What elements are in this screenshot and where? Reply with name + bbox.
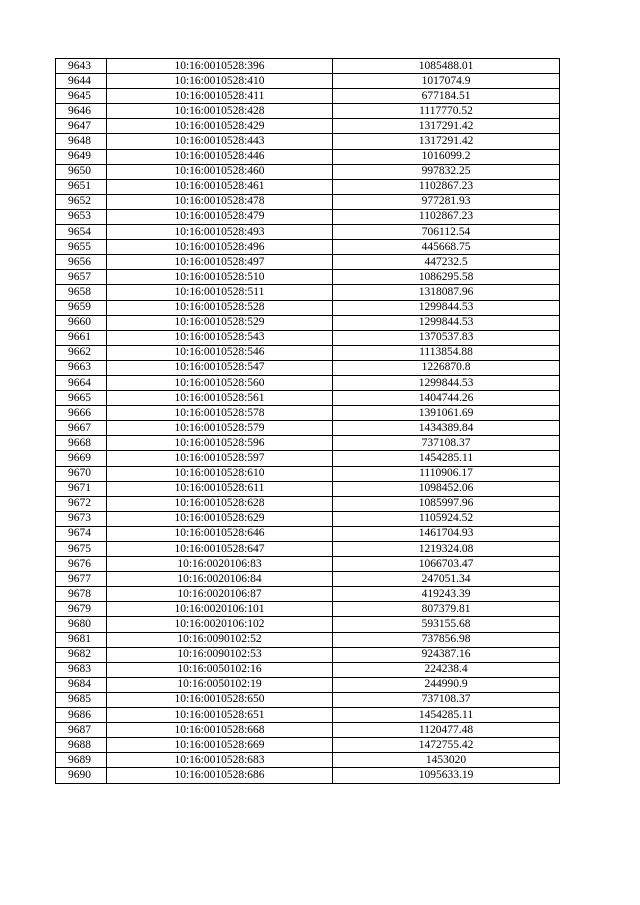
row-index-cell: 9654 [56,225,107,240]
value-cell: 1226870.8 [333,360,560,375]
row-index-cell: 9665 [56,391,107,406]
value-cell: 224238.4 [333,662,560,677]
table-row [56,677,560,692]
value-cell: 1102867.23 [333,209,560,224]
value-cell: 1299844.53 [333,315,560,330]
value-cell: 1404744.26 [333,391,560,406]
cadastral-number-cell: 10:16:0010528:579 [107,421,333,436]
cadastral-number-cell: 10:16:0010528:651 [107,708,333,723]
cadastral-number-cell: 10:16:0010528:429 [107,119,333,134]
cadastral-number-cell: 10:16:0010528:686 [107,768,333,783]
cadastral-number-cell: 10:16:0010528:578 [107,406,333,421]
row-index-cell: 9662 [56,345,107,360]
value-cell: 1105924.52 [333,511,560,526]
value-cell: 1102867.23 [333,179,560,194]
row-index-cell: 9648 [56,134,107,149]
cadastral-number-cell: 10:16:0010528:611 [107,481,333,496]
value-cell: 1454285.11 [333,451,560,466]
cadastral-number-cell: 10:16:0010528:528 [107,300,333,315]
table-row [56,692,560,707]
table-row [56,662,560,677]
cadastral-number-cell: 10:16:0020106:102 [107,617,333,632]
table-row [56,768,560,783]
row-index-cell: 9667 [56,421,107,436]
row-index-cell: 9673 [56,511,107,526]
table-row [56,345,560,360]
cadastral-number-cell: 10:16:0010528:428 [107,104,333,119]
value-cell: 1098452.06 [333,481,560,496]
row-index-cell: 9677 [56,572,107,587]
value-cell: 247051.34 [333,572,560,587]
table-row [56,134,560,149]
cadastral-number-cell: 10:16:0010528:446 [107,149,333,164]
table-row [56,617,560,632]
value-cell: 593155.68 [333,617,560,632]
cadastral-number-cell: 10:16:0010528:683 [107,753,333,768]
value-cell: 807379.81 [333,602,560,617]
table-row [56,542,560,557]
table-row [56,406,560,421]
table-row [56,375,560,390]
table-row [56,436,560,451]
row-index-cell: 9646 [56,104,107,119]
table-row [56,240,560,255]
value-cell: 1472755.42 [333,738,560,753]
table-body [56,59,560,784]
row-index-cell: 9643 [56,59,107,74]
table-row [56,451,560,466]
value-cell: 924387.16 [333,647,560,662]
row-index-cell: 9687 [56,723,107,738]
value-cell: 244990.9 [333,677,560,692]
value-cell: 1110906.17 [333,466,560,481]
table-row [56,119,560,134]
cadastral-number-cell: 10:16:0010528:497 [107,255,333,270]
value-cell: 997832.25 [333,164,560,179]
value-cell: 1434389.84 [333,421,560,436]
row-index-cell: 9675 [56,542,107,557]
cadastral-number-cell: 10:16:0090102:52 [107,632,333,647]
cadastral-number-cell: 10:16:0020106:101 [107,602,333,617]
cadastral-number-cell: 10:16:0010528:496 [107,240,333,255]
row-index-cell: 9657 [56,270,107,285]
value-cell: 1219324.08 [333,542,560,557]
cadastral-number-cell: 10:16:0010528:396 [107,59,333,74]
cadastral-number-cell: 10:16:0010528:561 [107,391,333,406]
table-row [56,315,560,330]
value-cell: 706112.54 [333,225,560,240]
row-index-cell: 9676 [56,557,107,572]
value-cell: 737856.98 [333,632,560,647]
cadastral-number-cell: 10:16:0010528:610 [107,466,333,481]
value-cell: 1454285.11 [333,708,560,723]
cadastral-number-cell: 10:16:0090102:53 [107,647,333,662]
row-index-cell: 9689 [56,753,107,768]
row-index-cell: 9652 [56,194,107,209]
cadastral-number-cell: 10:16:0010528:560 [107,375,333,390]
value-cell: 419243.39 [333,587,560,602]
row-index-cell: 9655 [56,240,107,255]
table-row [56,149,560,164]
value-cell: 1117770.52 [333,104,560,119]
table-row [56,255,560,270]
cadastral-number-cell: 10:16:0010528:547 [107,360,333,375]
cadastral-number-cell: 10:16:0010528:669 [107,738,333,753]
value-cell: 1085997.96 [333,496,560,511]
value-cell: 1095633.19 [333,768,560,783]
table-row [56,330,560,345]
row-index-cell: 9672 [56,496,107,511]
cadastral-number-cell: 10:16:0010528:529 [107,315,333,330]
row-index-cell: 9686 [56,708,107,723]
row-index-cell: 9683 [56,662,107,677]
table-row [56,647,560,662]
cadastral-number-cell: 10:16:0010528:411 [107,89,333,104]
cadastral-number-cell: 10:16:0010528:597 [107,451,333,466]
cadastral-number-cell: 10:16:0010528:460 [107,164,333,179]
row-index-cell: 9649 [56,149,107,164]
value-cell: 1299844.53 [333,300,560,315]
table-row [56,59,560,74]
row-index-cell: 9666 [56,406,107,421]
cadastral-number-cell: 10:16:0010528:596 [107,436,333,451]
value-cell: 1453020 [333,753,560,768]
cadastral-number-cell: 10:16:0010528:511 [107,285,333,300]
value-cell: 1370537.83 [333,330,560,345]
value-cell: 1086295.58 [333,270,560,285]
value-cell: 737108.37 [333,692,560,707]
table-row [56,391,560,406]
value-cell: 1299844.53 [333,375,560,390]
value-cell: 1461704.93 [333,526,560,541]
table-row [56,557,560,572]
table-row [56,209,560,224]
row-index-cell: 9650 [56,164,107,179]
row-index-cell: 9653 [56,209,107,224]
cadastral-number-cell: 10:16:0010528:546 [107,345,333,360]
table-row [56,526,560,541]
row-index-cell: 9681 [56,632,107,647]
table-row [56,270,560,285]
row-index-cell: 9660 [56,315,107,330]
table-row [56,194,560,209]
row-index-cell: 9670 [56,466,107,481]
row-index-cell: 9647 [56,119,107,134]
value-cell: 1066703.47 [333,557,560,572]
value-cell: 1113854.88 [333,345,560,360]
row-index-cell: 9678 [56,587,107,602]
row-index-cell: 9664 [56,375,107,390]
table-row [56,587,560,602]
table-row [56,632,560,647]
value-cell: 447232.5 [333,255,560,270]
table-row [56,496,560,511]
table-row [56,466,560,481]
table-row [56,708,560,723]
table-row [56,421,560,436]
row-index-cell: 9674 [56,526,107,541]
table-row [56,164,560,179]
row-index-cell: 9645 [56,89,107,104]
table-row [56,723,560,738]
cadastral-number-cell: 10:16:0010528:668 [107,723,333,738]
value-cell: 1317291.42 [333,119,560,134]
table-row [56,179,560,194]
cadastral-number-cell: 10:16:0010528:493 [107,225,333,240]
row-index-cell: 9659 [56,300,107,315]
table-row [56,602,560,617]
row-index-cell: 9688 [56,738,107,753]
value-cell: 1016099.2 [333,149,560,164]
table-row [56,300,560,315]
row-index-cell: 9680 [56,617,107,632]
cadastral-number-cell: 10:16:0010528:443 [107,134,333,149]
value-cell: 1317291.42 [333,134,560,149]
row-index-cell: 9644 [56,74,107,89]
row-index-cell: 9658 [56,285,107,300]
table-row [56,753,560,768]
table-row [56,225,560,240]
table-row [56,285,560,300]
value-cell: 737108.37 [333,436,560,451]
table-row [56,738,560,753]
value-cell: 1120477.48 [333,723,560,738]
table-row [56,481,560,496]
row-index-cell: 9651 [56,179,107,194]
row-index-cell: 9671 [56,481,107,496]
value-cell: 1017074.9 [333,74,560,89]
cadastral-number-cell: 10:16:0010528:650 [107,692,333,707]
row-index-cell: 9682 [56,647,107,662]
cadastral-number-cell: 10:16:0010528:478 [107,194,333,209]
value-cell: 977281.93 [333,194,560,209]
value-cell: 1085488.01 [333,59,560,74]
cadastral-number-cell: 10:16:0020106:83 [107,557,333,572]
cadastral-number-cell: 10:16:0020106:84 [107,572,333,587]
value-cell: 677184.51 [333,89,560,104]
row-index-cell: 9684 [56,677,107,692]
cadastral-number-cell: 10:16:0050102:19 [107,677,333,692]
data-table [55,58,560,784]
table-row [56,360,560,375]
table-row [56,572,560,587]
cadastral-number-cell: 10:16:0010528:629 [107,511,333,526]
row-index-cell: 9669 [56,451,107,466]
table-row [56,104,560,119]
value-cell: 1391061.69 [333,406,560,421]
cadastral-number-cell: 10:16:0010528:647 [107,542,333,557]
row-index-cell: 9668 [56,436,107,451]
cadastral-number-cell: 10:16:0010528:410 [107,74,333,89]
cadastral-number-cell: 10:16:0010528:479 [107,209,333,224]
row-index-cell: 9679 [56,602,107,617]
table-row [56,74,560,89]
row-index-cell: 9690 [56,768,107,783]
cadastral-number-cell: 10:16:0010528:543 [107,330,333,345]
cadastral-number-cell: 10:16:0050102:16 [107,662,333,677]
row-index-cell: 9661 [56,330,107,345]
row-index-cell: 9663 [56,360,107,375]
cadastral-number-cell: 10:16:0010528:628 [107,496,333,511]
row-index-cell: 9685 [56,692,107,707]
value-cell: 445668.75 [333,240,560,255]
cadastral-number-cell: 10:16:0010528:461 [107,179,333,194]
cadastral-number-cell: 10:16:0020106:87 [107,587,333,602]
cadastral-number-cell: 10:16:0010528:510 [107,270,333,285]
table-row [56,89,560,104]
row-index-cell: 9656 [56,255,107,270]
table-row [56,511,560,526]
value-cell: 1318087.96 [333,285,560,300]
cadastral-number-cell: 10:16:0010528:646 [107,526,333,541]
